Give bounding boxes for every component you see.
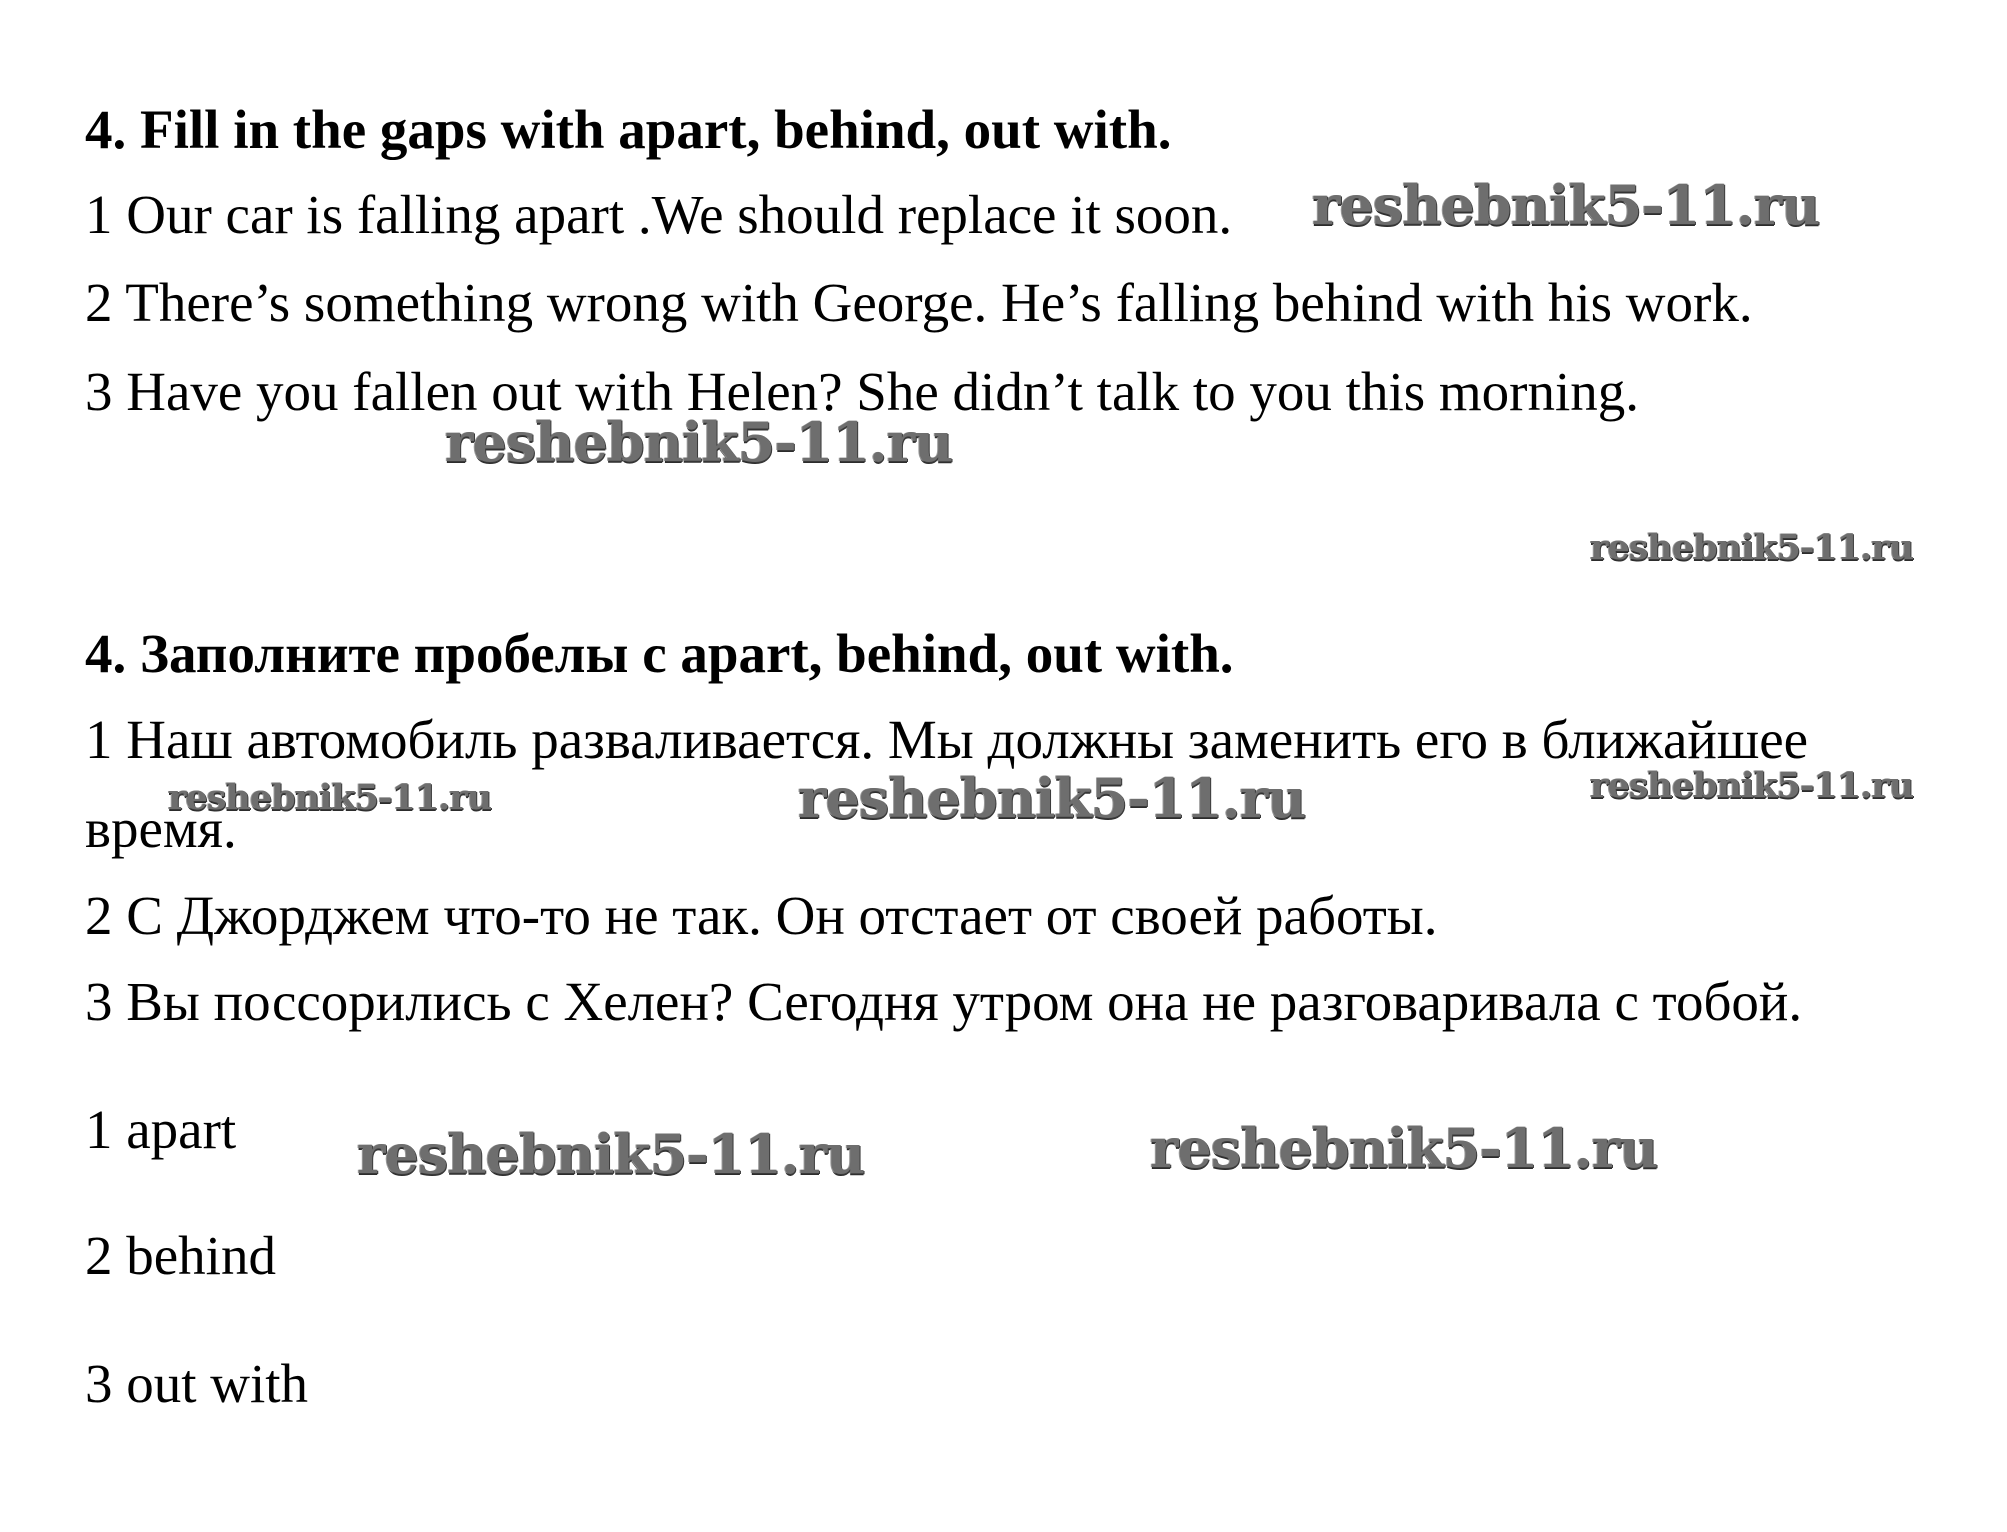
answer-3: 3 out with <box>85 1353 309 1414</box>
answer-2: 2 behind <box>85 1225 276 1286</box>
watermark: reshebnik5-11.ru <box>168 777 492 818</box>
sentence-en-3: 3 Have you fallen out with Helen? She didn’t talk to you this morning. <box>85 361 1640 422</box>
exercise-heading-ru: 4. Заполните пробелы с apart, behind, out with. <box>85 623 1234 684</box>
sentence-ru-3: 3 Вы поссорились с Хелен? Сегодня утром она не разговаривала с тобой. <box>85 971 1803 1032</box>
watermark: reshebnik5-11.ru <box>798 766 1306 830</box>
watermark: reshebnik5-11.ru <box>357 1122 865 1186</box>
watermark: reshebnik5-11.ru <box>445 410 953 474</box>
sentence-ru-2: 2 С Джорджем что-то не так. Он отстает от своей работы. <box>85 885 1438 946</box>
sentence-ru-1-part1: 1 Наш автомобиль разваливается. Мы должны заменить его в ближайшее <box>85 709 1809 770</box>
sentence-en-2: 2 There’s something wrong with George. He’s falling behind with his work. <box>85 272 1753 333</box>
answer-1: 1 apart <box>85 1099 237 1160</box>
watermark: reshebnik5-11.ru <box>1312 173 1820 237</box>
watermark: reshebnik5-11.ru <box>1590 527 1914 568</box>
sentence-ru-1-part2: время. <box>85 798 237 859</box>
watermark: reshebnik5-11.ru <box>1590 765 1914 806</box>
sentence-en-1: 1 Our car is falling apart .We should replace it soon. <box>85 184 1233 245</box>
exercise-heading-en: 4. Fill in the gaps with apart, behind, out with. <box>85 99 1172 160</box>
watermark: reshebnik5-11.ru <box>1150 1116 1658 1180</box>
